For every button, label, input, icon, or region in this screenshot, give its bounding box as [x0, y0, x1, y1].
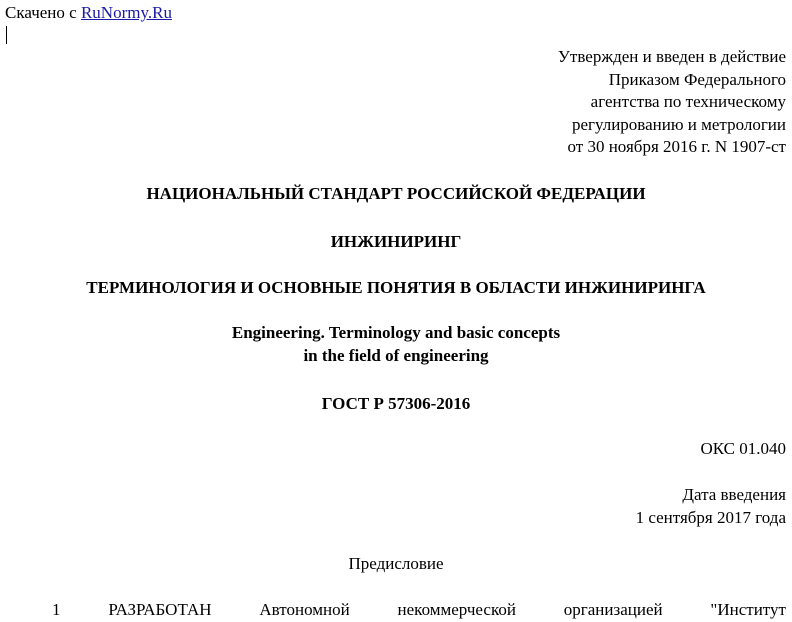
source-prefix: Скачено с [5, 3, 77, 22]
standard-subtitle: ИНЖИНИРИНГ [330, 232, 462, 251]
clause-word: организацией [563, 600, 663, 619]
approval-line: от 30 ноября 2016 г. N 1907-ст [567, 137, 786, 156]
introduction-date: 1 сентября 2017 года [635, 508, 786, 527]
standard-title: НАЦИОНАЛЬНЫЙ СТАНДАРТ РОССИЙСКОЙ ФЕДЕРАЦИИ [146, 184, 646, 203]
oks-code: ОКС 01.040 [700, 439, 786, 458]
foreword-clause-1 [52, 598, 786, 622]
approval-line: Приказом Федерального [608, 69, 786, 89]
foreword-heading: Предисловие [348, 554, 444, 573]
approval-line: агентства по техническому [590, 92, 786, 111]
clause-word: Автономной [259, 600, 350, 619]
approval-line: регулированию и метрологии [571, 114, 786, 134]
source-line [5, 1, 172, 25]
standard-subtitle-terminology: ТЕРМИНОЛОГИЯ И ОСНОВНЫЕ ПОНЯТИЯ В ОБЛАСТИ ИНЖИНИРИНГА [86, 278, 706, 297]
clause-number: 1 [52, 600, 61, 619]
introduction-date-label: Дата введения [682, 485, 786, 504]
source-link[interactable]: RuNormy.Ru [80, 3, 172, 22]
approval-line: Утвержден и введен в действие [557, 47, 786, 66]
english-title-line: Engineering. Terminology and basic concepts [231, 323, 561, 342]
english-title-block [0, 321, 792, 367]
clause-word: некоммерческой [397, 600, 516, 619]
approval-block [558, 46, 786, 159]
text-cursor [6, 26, 7, 44]
english-title-line: in the field of engineering [303, 346, 489, 365]
clause-word: "Институт [710, 600, 786, 619]
clause-word: РАЗРАБОТАН [108, 600, 212, 619]
introduction-date-block [636, 483, 786, 529]
gost-number: ГОСТ Р 57306-2016 [321, 394, 471, 413]
